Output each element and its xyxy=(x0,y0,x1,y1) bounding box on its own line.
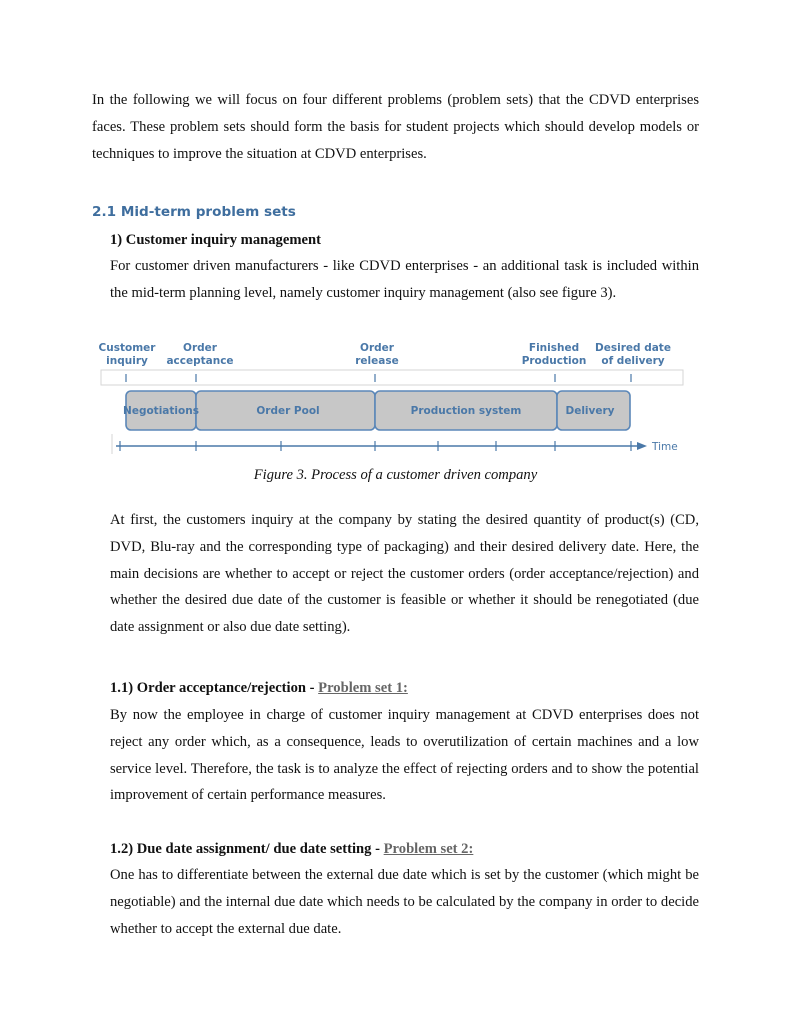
milestone-label-order-acceptance-l1: Order xyxy=(183,342,217,354)
milestone-label-order-release-l2: release xyxy=(355,355,399,367)
subsection-heading-order-acceptance: 1.1) Order acceptance/rejection - Problem set 1: xyxy=(110,680,408,696)
problem-set-1-link[interactable]: Problem set 1: xyxy=(318,680,408,696)
phase-label-delivery: Delivery xyxy=(565,405,615,417)
milestone-label-customer-inquiry-l2: inquiry xyxy=(106,355,148,367)
milestone-label-finished-production-l2: Production xyxy=(521,355,587,367)
phase-label-production-system: Production system xyxy=(410,405,522,417)
time-axis-label: Time xyxy=(652,441,678,453)
milestone-label-finished-production-l1: Finished xyxy=(528,342,580,354)
process-diagram xyxy=(96,334,696,464)
milestone-label-desired-delivery-l2: of delivery xyxy=(601,355,665,367)
due-date-paragraph: One has to differentiate between the external due date which is set by the customer (which might be negotiable) and the internal due date which needs to be calculated by the company in order to decide whether to accept the external due date. xyxy=(110,867,699,937)
time-axis-arrow-icon xyxy=(637,442,647,450)
phase-label-order-pool: Order Pool xyxy=(256,405,320,417)
figure-caption: Figure 3. Process of a customer driven company xyxy=(253,467,538,483)
process-figure xyxy=(96,334,696,464)
milestone-label-order-release-l1: Order xyxy=(360,342,394,354)
milestone-label-desired-delivery-l1: Desired date xyxy=(595,342,671,354)
section-heading: 2.1 Mid-term problem sets xyxy=(92,204,296,220)
problem-set-2-link[interactable]: Problem set 2: xyxy=(383,841,474,857)
subsection-heading-due-date: 1.2) Due date assignment/ due date setting - Problem set 2: xyxy=(110,841,474,857)
intro-paragraph: In the following we will focus on four different problems (problem sets) that the CDVD enterprises faces. These problem sets should form the basis for student projects which should develop models or techniques to improve the situation at CDVD enterprises. xyxy=(92,92,699,162)
order-acceptance-paragraph: By now the employee in charge of customer inquiry management at CDVD enterprises does not reject any order which, as a consequence, leads to overutilization of certain machines and a low service level. Therefore, the task is to analyze the effect of rejecting orders and to show the potential improvement of certain performance measures. xyxy=(110,707,699,804)
milestone-label-order-acceptance-l2: acceptance xyxy=(166,355,234,367)
milestone-label-customer-inquiry-l1: Customer xyxy=(98,342,156,354)
customer-inquiry-paragraph: For customer driven manufacturers - like CDVD enterprises - an additional task is included within the mid-term planning level, namely customer inquiry management (also see figure 3). xyxy=(110,258,699,301)
milestone-band xyxy=(101,370,683,385)
process-description-paragraph: At first, the customers inquiry at the company by stating the desired quantity of product(s) (CD, DVD, Blu-ray and the corresponding type of packaging) and their desired delivery date. Here, the main decisions are whether to accept or reject the customer orders (order acceptance/rejection) and whether the desired due date of the customer is feasible or whether it should be renegotiated (due date assignment or also due date setting). xyxy=(110,512,699,636)
phase-label-negotiations: Negotiations xyxy=(123,405,199,417)
subsection-heading-customer-inquiry: 1) Customer inquiry management xyxy=(110,232,321,248)
